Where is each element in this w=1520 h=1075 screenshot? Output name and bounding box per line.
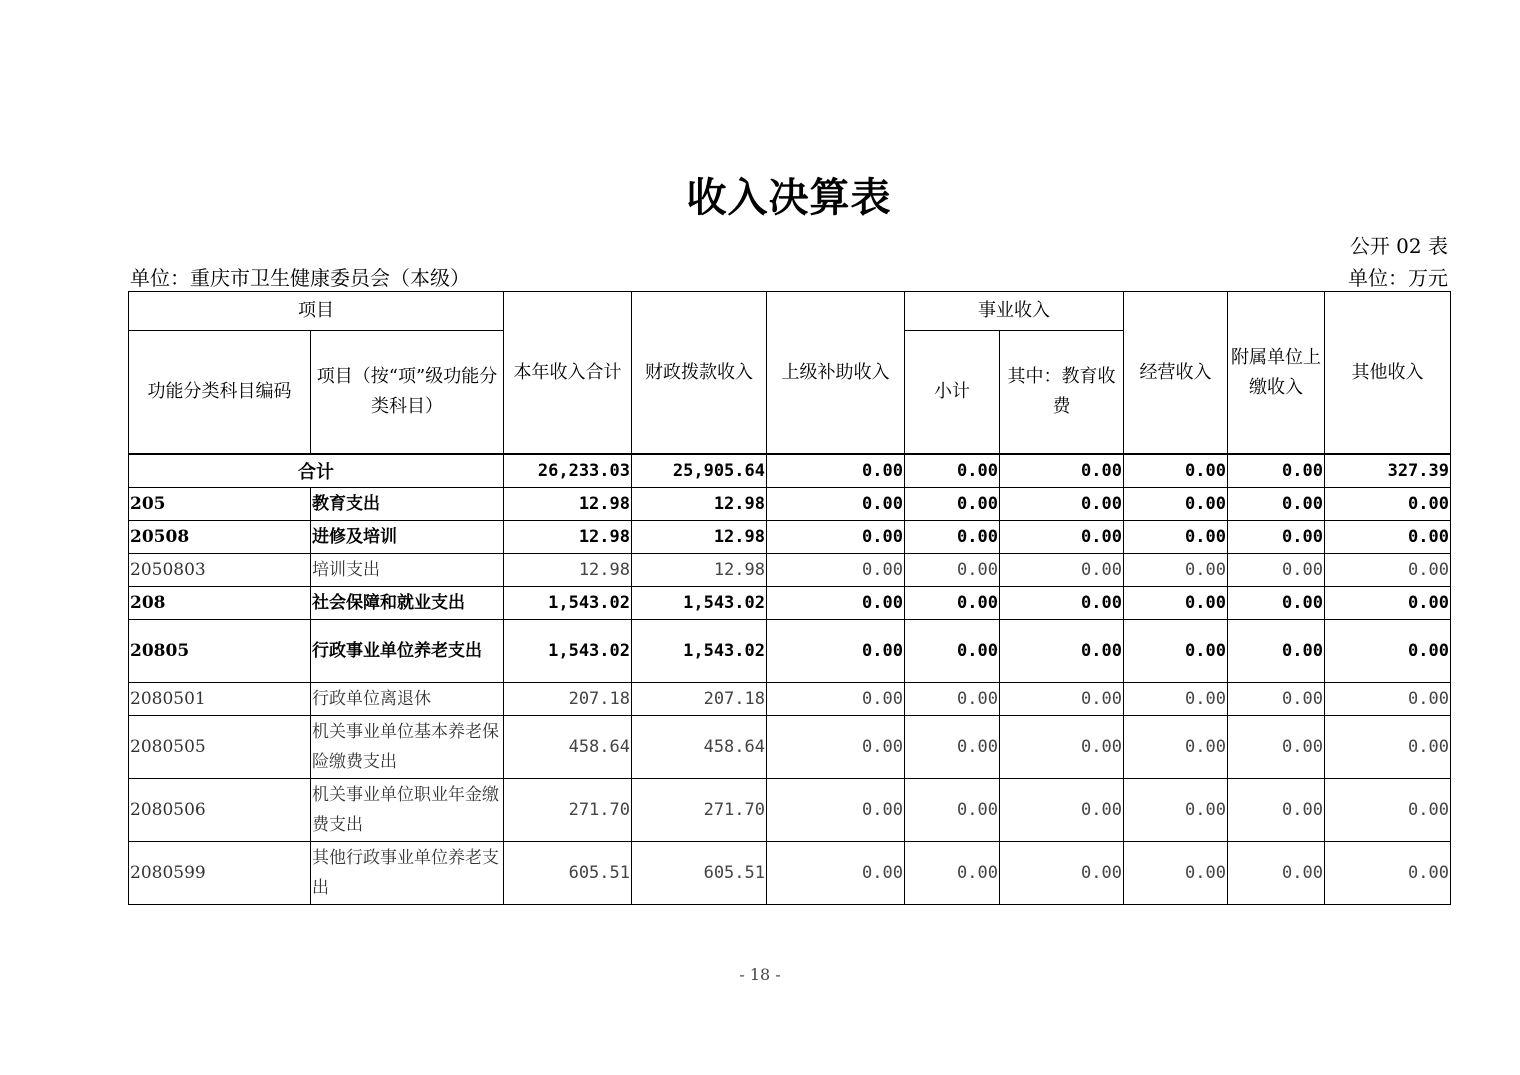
row-value: 0.00: [1325, 554, 1451, 587]
unit-organization: 单位：重庆市卫生健康委员会（本级）: [130, 266, 470, 290]
row-name: 行政事业单位养老支出: [311, 620, 504, 683]
row-value: 12.98: [504, 488, 632, 521]
row-value: 1,543.02: [632, 587, 767, 620]
row-value: 1,543.02: [504, 620, 632, 683]
table-row: [129, 620, 1451, 683]
row-value: 0.00: [767, 521, 905, 554]
row-value: 12.98: [504, 554, 632, 587]
row-value: 0.00: [905, 716, 1000, 779]
row-value: 207.18: [504, 683, 632, 716]
row-value: 0.00: [1325, 620, 1451, 683]
row-name: 进修及培训: [311, 521, 504, 554]
row-value: 0.00: [1124, 554, 1228, 587]
header-other: 其他收入: [1325, 292, 1451, 455]
row-value: 0.00: [905, 587, 1000, 620]
row-value: 0.00: [1325, 842, 1451, 905]
header-business: 事业收入: [905, 292, 1124, 331]
row-value: 0.00: [767, 716, 905, 779]
row-value: 0.00: [1228, 683, 1325, 716]
row-value: 12.98: [632, 521, 767, 554]
page-number: - 18 -: [739, 965, 781, 984]
row-value: 0.00: [1124, 620, 1228, 683]
table-row: [129, 521, 1451, 554]
total-cell: 327.39: [1325, 454, 1451, 488]
row-value: 0.00: [1000, 683, 1124, 716]
row-value: 0.00: [1325, 683, 1451, 716]
row-code: 208: [129, 587, 311, 620]
row-value: 0.00: [1124, 683, 1228, 716]
row-value: 0.00: [1228, 554, 1325, 587]
table-row: [129, 587, 1451, 620]
row-value: 0.00: [1000, 842, 1124, 905]
row-value: 0.00: [905, 779, 1000, 842]
row-value: 0.00: [1124, 488, 1228, 521]
row-value: 1,543.02: [504, 587, 632, 620]
row-value: 0.00: [1228, 488, 1325, 521]
header-education: 其中：教育收费: [1000, 331, 1124, 455]
table-row: [129, 716, 1451, 779]
row-value: 0.00: [767, 554, 905, 587]
row-value: 0.00: [767, 587, 905, 620]
row-code: 2080501: [129, 683, 311, 716]
row-name: 机关事业单位基本养老保险缴费支出: [311, 716, 504, 779]
row-value: 0.00: [1325, 779, 1451, 842]
header-project: 项目: [129, 292, 504, 331]
income-table: [128, 291, 1451, 905]
row-value: 0.00: [1228, 779, 1325, 842]
row-value: 12.98: [504, 521, 632, 554]
form-code: 公开 02 表: [1349, 234, 1448, 258]
row-value: 0.00: [1325, 521, 1451, 554]
table-row: [129, 683, 1451, 716]
total-cell: 25,905.64: [632, 454, 767, 488]
row-name: 机关事业单位职业年金缴费支出: [311, 779, 504, 842]
row-value: 0.00: [1124, 716, 1228, 779]
row-name: 行政单位离退休: [311, 683, 504, 716]
header-superior: 上级补助收入: [767, 292, 905, 455]
row-value: 0.00: [1228, 842, 1325, 905]
total-cell: 0.00: [1000, 454, 1124, 488]
row-value: 0.00: [1000, 521, 1124, 554]
row-code: 20508: [129, 521, 311, 554]
row-value: 605.51: [632, 842, 767, 905]
row-value: 0.00: [1325, 587, 1451, 620]
row-code: 205: [129, 488, 311, 521]
row-value: 271.70: [632, 779, 767, 842]
total-label: 合计: [129, 454, 504, 488]
row-value: 0.00: [1325, 488, 1451, 521]
row-value: 0.00: [767, 683, 905, 716]
row-name: 培训支出: [311, 554, 504, 587]
row-value: 0.00: [767, 488, 905, 521]
row-value: 458.64: [504, 716, 632, 779]
row-value: 0.00: [905, 488, 1000, 521]
header-fiscal: 财政拨款收入: [632, 292, 767, 455]
row-name: 其他行政事业单位养老支出: [311, 842, 504, 905]
header-func-code: 功能分类科目编码: [129, 331, 311, 455]
row-name: 教育支出: [311, 488, 504, 521]
row-value: 0.00: [1124, 842, 1228, 905]
row-code: 20805: [129, 620, 311, 683]
total-cell: 0.00: [767, 454, 905, 488]
total-cell: 0.00: [905, 454, 1000, 488]
row-value: 1,543.02: [632, 620, 767, 683]
table-row: [129, 488, 1451, 521]
row-value: 0.00: [1228, 716, 1325, 779]
row-value: 0.00: [767, 842, 905, 905]
row-value: 0.00: [905, 521, 1000, 554]
total-cell: 26,233.03: [504, 454, 632, 488]
row-value: 12.98: [632, 488, 767, 521]
row-value: 0.00: [1228, 587, 1325, 620]
table-row: [129, 554, 1451, 587]
row-value: 0.00: [1000, 488, 1124, 521]
row-value: 605.51: [504, 842, 632, 905]
header-total-income: 本年收入合计: [504, 292, 632, 455]
row-value: 0.00: [1124, 779, 1228, 842]
total-cell: 0.00: [1228, 454, 1325, 488]
row-value: 0.00: [1000, 779, 1124, 842]
row-value: 0.00: [767, 779, 905, 842]
row-value: 0.00: [1228, 521, 1325, 554]
table-row: [129, 779, 1451, 842]
page-title: 收入决算表: [686, 174, 892, 221]
row-value: 0.00: [1000, 554, 1124, 587]
row-value: 0.00: [905, 842, 1000, 905]
row-value: 0.00: [1000, 587, 1124, 620]
total-row: [129, 454, 1451, 488]
row-code: 2080505: [129, 716, 311, 779]
row-value: 458.64: [632, 716, 767, 779]
row-value: 0.00: [1325, 716, 1451, 779]
table-row: [129, 842, 1451, 905]
total-cell: 0.00: [1124, 454, 1228, 488]
row-value: 207.18: [632, 683, 767, 716]
row-value: 12.98: [632, 554, 767, 587]
row-value: 0.00: [905, 620, 1000, 683]
unit-currency: 单位：万元: [1348, 266, 1448, 290]
row-value: 0.00: [1124, 521, 1228, 554]
row-code: 2080506: [129, 779, 311, 842]
header-operating: 经营收入: [1124, 292, 1228, 455]
header-affiliated: 附属单位上缴收入: [1228, 292, 1325, 455]
row-value: 271.70: [504, 779, 632, 842]
row-value: 0.00: [905, 554, 1000, 587]
row-value: 0.00: [1000, 716, 1124, 779]
header-project-name: 项目（按“项”级功能分类科目）: [311, 331, 504, 455]
row-value: 0.00: [905, 683, 1000, 716]
row-value: 0.00: [1000, 620, 1124, 683]
row-value: 0.00: [1228, 620, 1325, 683]
row-code: 2080599: [129, 842, 311, 905]
header-subtotal: 小计: [905, 331, 1000, 455]
row-code: 2050803: [129, 554, 311, 587]
row-value: 0.00: [1124, 587, 1228, 620]
row-value: 0.00: [767, 620, 905, 683]
row-name: 社会保障和就业支出: [311, 587, 504, 620]
